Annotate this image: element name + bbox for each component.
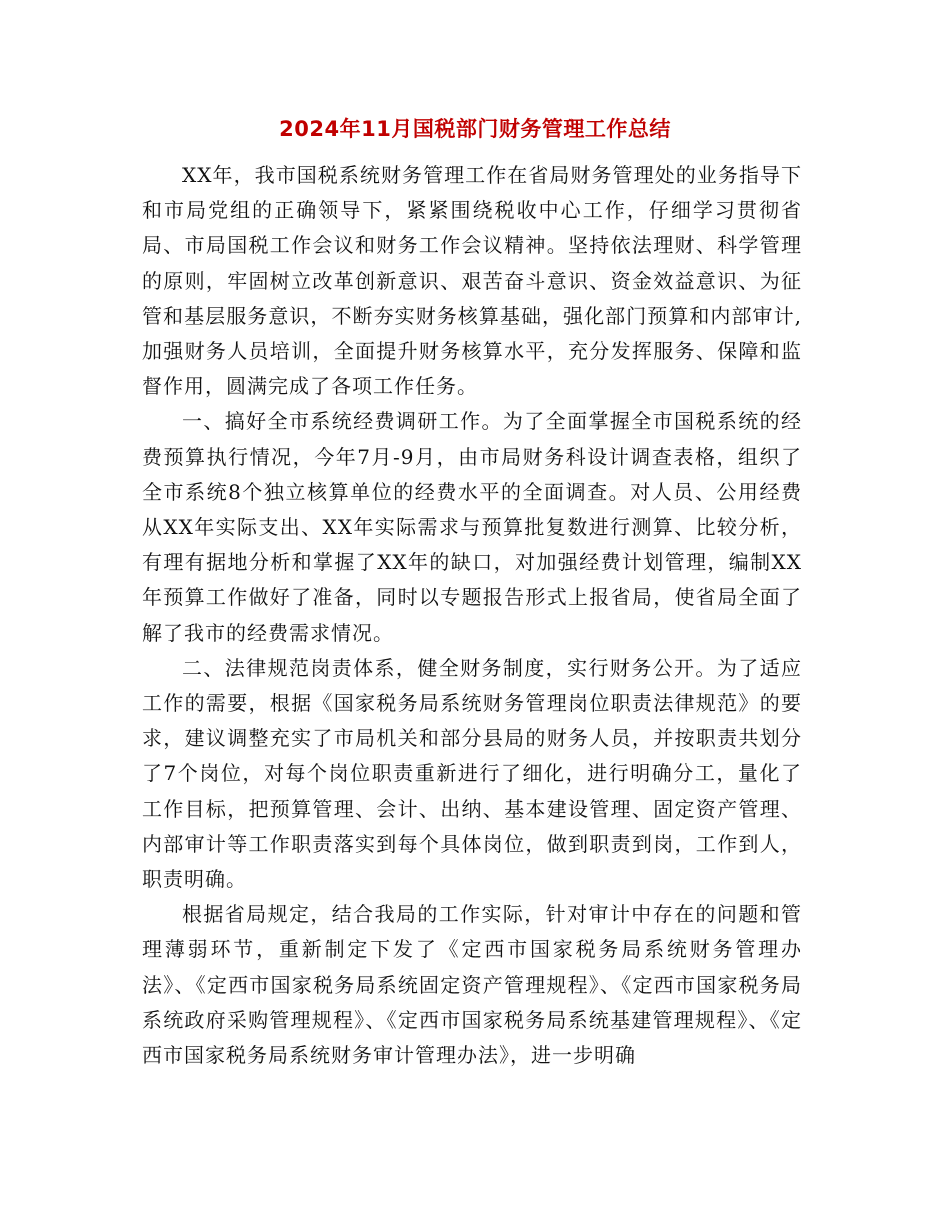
- paragraph-intro: XX年，我市国税系统财务管理工作在省局财务管理处的业务指导下和市局党组的正确领导下，紧紧围绕税收中心工作，仔细学习贯彻省局、市局国税工作会议和财务工作会议精神。坚持依法理财、科学管理的原则，牢固树立改革创新意识、艰苦奋斗意识、资金效益意识、为征管和基层服务意识，不断夯实财务核算基础，强化部门预算和内部审计,加强财务人员培训，全面提升财务核算水平，充分发挥服务、保障和监督作用，圆满完成了各项工作任务。: [142, 163, 802, 399]
- document-body: [142, 158, 802, 1073]
- paragraph-section-2: 二、法律规范岗责体系，健全财务制度，实行财务公开。为了适应工作的需要，根据《国家税务局系统财务管理岗位职责法律规范》的要求，建议调整充实了市局机关和部分县局的财务人员，并按职责共划分了7个岗位，对每个岗位职责重新进行了细化，进行明确分工，量化了工作目标，把预算管理、会计、出纳、基本建设管理、固定资产管理、内部审计等工作职责落实到每个具体岗位，做到职责到岗，工作到人，职责明确。: [142, 655, 802, 892]
- paragraph-section-2-continued: 根据省局规定，结合我局的工作实际，针对审计中存在的问题和管理薄弱环节，重新制定下发了《定西市国家税务局系统财务管理办法》、《定西市国家税务局系统固定资产管理规程》、《定西市国家税务局系统政府采购管理规程》、《定西市国家税务局系统基建管理规程》、《定西市国家税务局系统财务审计管理办法》，进一步明确: [142, 902, 802, 1068]
- paragraph-section-1: 一、搞好全市系统经费调研工作。为了全面掌握全市国税系统的经费预算执行情况，今年7月-9月，由市局财务科设计调查表格，组织了全市系统8个独立核算单位的经费水平的全面调查。对人员、公用经费从XX年实际支出、XX年实际需求与预算批复数进行测算、比较分析，有理有据地分析和掌握了XX年的缺口，对加强经费计划管理，编制XX年预算工作做好了准备，同时以专题报告形式上报省局，使省局全面了解了我市的经费需求情况。: [142, 409, 802, 645]
- document-title: 2024年11月国税部门财务管理工作总结: [279, 117, 671, 141]
